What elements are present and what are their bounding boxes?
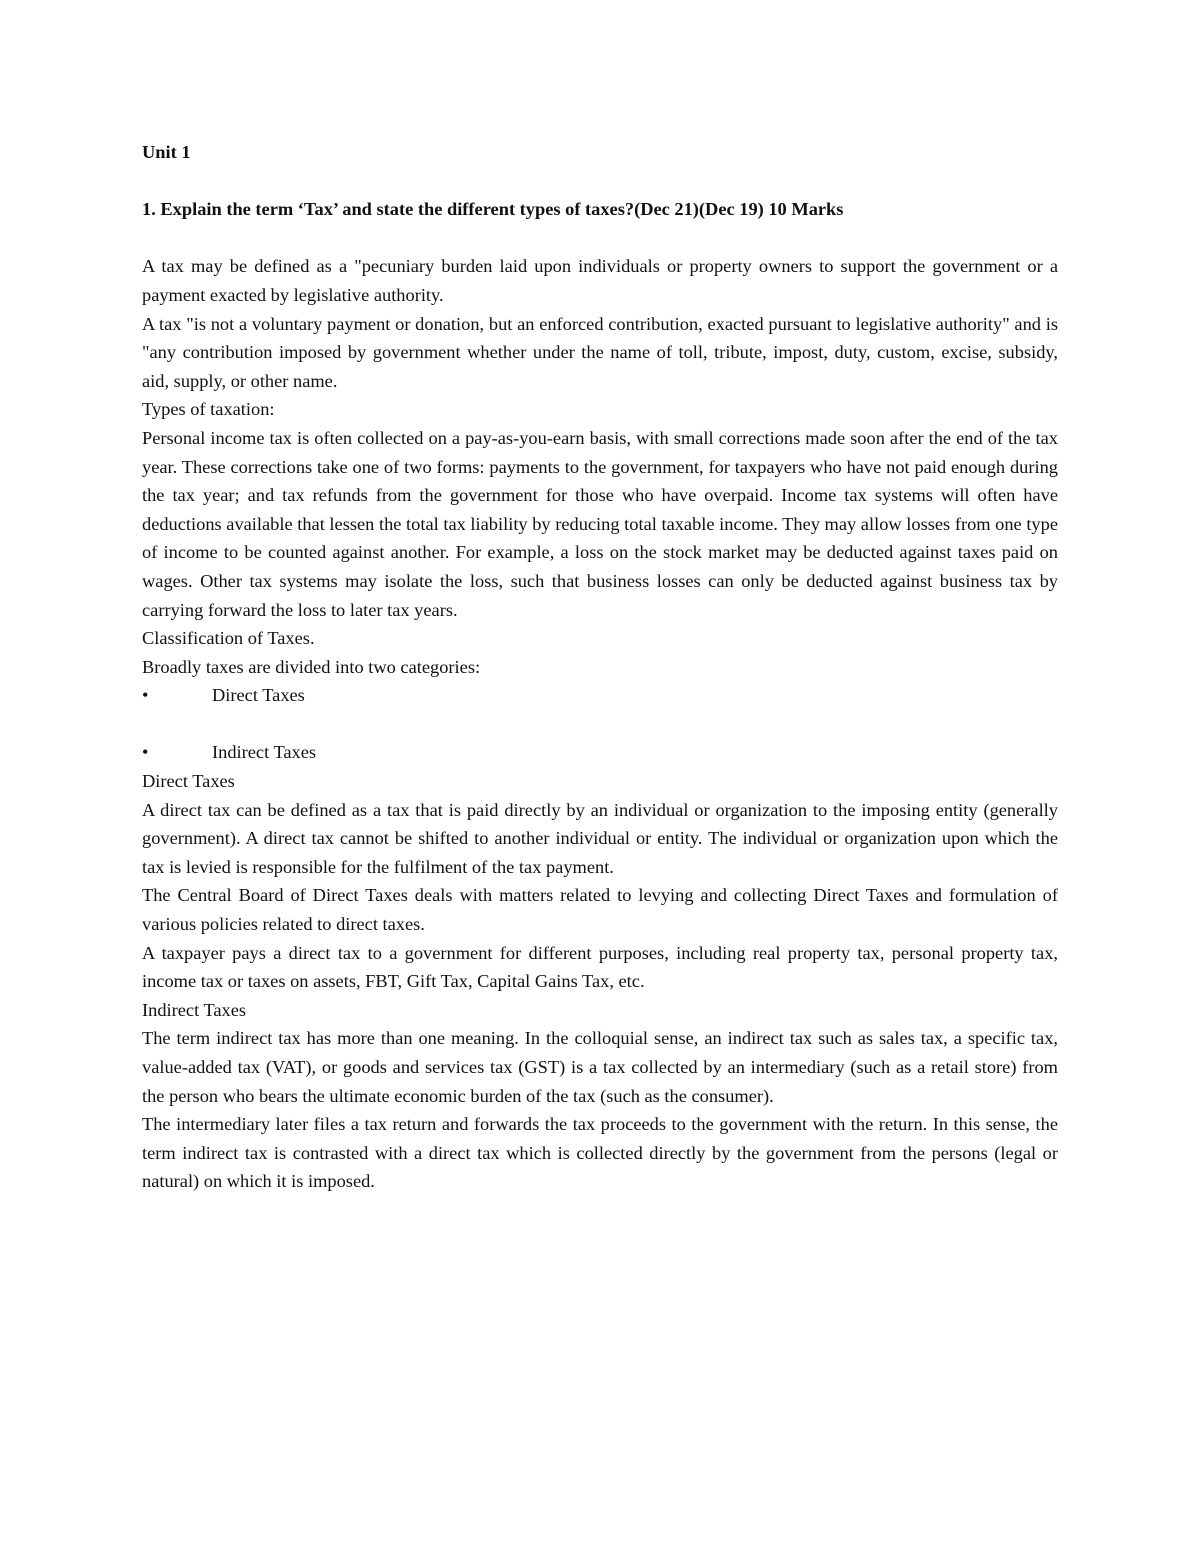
list-item bbox=[142, 681, 1058, 710]
list-item-label: Direct Taxes bbox=[212, 685, 305, 706]
classification-intro: Broadly taxes are divided into two categories: bbox=[142, 656, 481, 677]
classification-label: Classification of Taxes. bbox=[142, 628, 315, 649]
unit-title: Unit 1 bbox=[142, 142, 191, 162]
direct-paragraph-3: A taxpayer pays a direct tax to a government for different purposes, including real property tax, personal property tax, income tax or taxes on assets, FBT, Gift Tax, Capital Gains Tax, etc. bbox=[142, 942, 1058, 992]
intro-paragraph-2: A tax "is not a voluntary payment or donation, but an enforced contribution, exacted pursuant to legislative authority" and is "any contribution imposed by government whether under the name of toll, tribute, impost, duty, custom, excise, subsidy, aid, supply, or other name. bbox=[142, 313, 1058, 391]
types-paragraph: Personal income tax is often collected on a pay-as-you-earn basis, with small corrections made soon after the end of the tax year. These corrections take one of two forms: payments to the government, for taxpayers who have not paid enough during the tax year; and tax refunds from the government for those who have overpaid. Income tax systems will often have deductions available that lessen the total tax liability by reducing total taxable income. They may allow losses from one type of income to be counted against another. For example, a loss on the stock market may be deducted against taxes paid on wages. Other tax systems may isolate the loss, such that business losses can only be deducted against business tax by carrying forward the loss to later tax years. bbox=[142, 427, 1058, 620]
bullet-icon: • bbox=[142, 685, 149, 706]
bullet-icon: • bbox=[142, 742, 149, 763]
list-item-label: Indirect Taxes bbox=[212, 742, 317, 763]
types-label: Types of taxation: bbox=[142, 399, 275, 420]
direct-taxes-label: Direct Taxes bbox=[142, 771, 235, 792]
question-heading: 1. Explain the term ‘Tax’ and state the different types of taxes?(Dec 21)(Dec 19) 10 Marks bbox=[142, 199, 844, 220]
intro-paragraph-1: A tax may be defined as a "pecuniary burden laid upon individuals or property owners to support the government or a payment exacted by legislative authority. bbox=[142, 256, 1058, 305]
list-item bbox=[142, 738, 1058, 767]
indirect-paragraph-1: The term indirect tax has more than one meaning. In the colloquial sense, an indirect tax such as sales tax, a specific tax, value-added tax (VAT), or goods and services tax (GST) is a tax collected by an intermediary (such as a retail store) from the person who bears the ultimate economic burden of the tax (such as the consumer). bbox=[142, 1028, 1058, 1106]
direct-paragraph-2: The Central Board of Direct Taxes deals with matters related to levying and collecting Direct Taxes and formulation of various policies related to direct taxes. bbox=[142, 885, 1058, 935]
indirect-taxes-label: Indirect Taxes bbox=[142, 999, 247, 1020]
indirect-paragraph-2: The intermediary later files a tax return and forwards the tax proceeds to the government with the return. In this sense, the term indirect tax is contrasted with a direct tax which is collected directly by the government from the persons (legal or natural) on which it is imposed. bbox=[142, 1114, 1058, 1192]
classification-list bbox=[142, 681, 1058, 767]
direct-paragraph-1: A direct tax can be defined as a tax that is paid directly by an individual or organization to the imposing entity (generally government). A direct tax cannot be shifted to another individual or entity. The individual or organization upon which the tax is levied is responsible for the fulfilment of the tax payment. bbox=[142, 799, 1058, 877]
document-page bbox=[142, 138, 1058, 1196]
